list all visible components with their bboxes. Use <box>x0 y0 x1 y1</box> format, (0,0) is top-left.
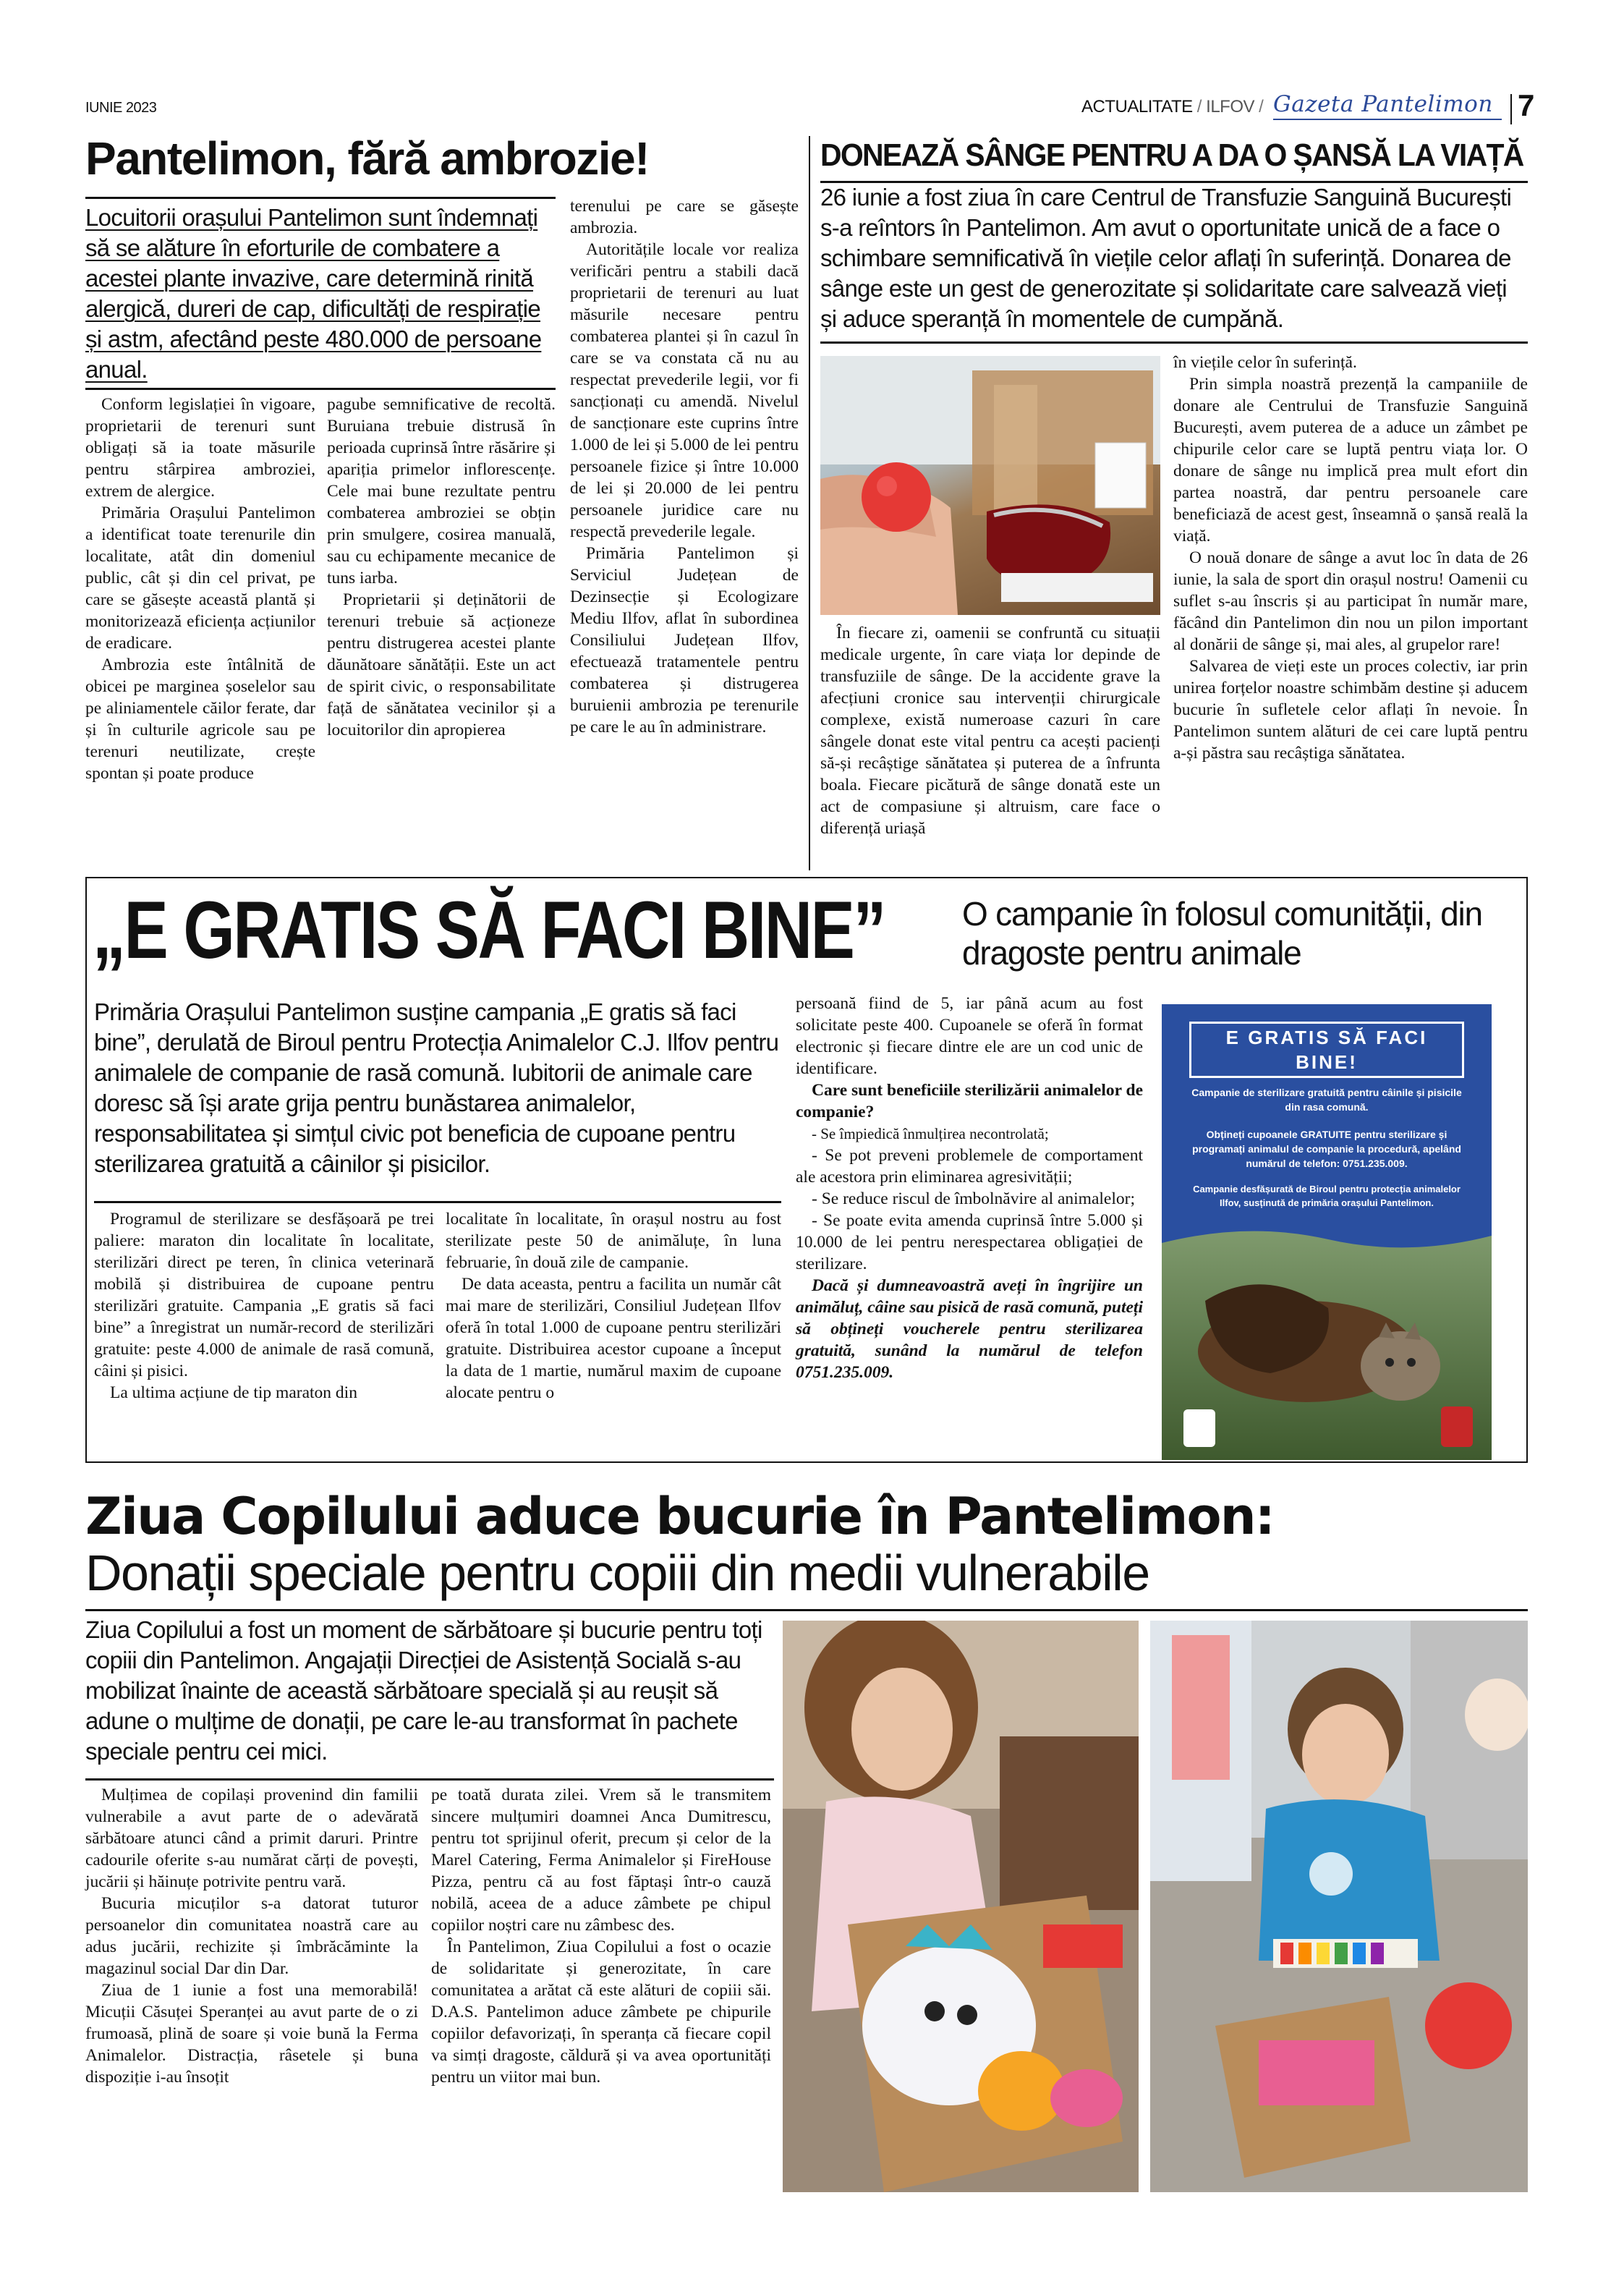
paragraph: pe toată durata zilei. Vrem să le transmitem sincere mulțumiri doamnei Anca Dumitrescu, pentru tot sprijinul oferit, precum și celor de la Marel Catering, Ferma Animalelor și FireHouse Pizza, pentru că au fost făptași într-o cauză nobilă, aceea de a aduce zâmbete pe chipul copiilor noștri care nu zâmbesc des. <box>431 1786 771 1935</box>
dog-and-kitten-illustration <box>1162 1221 1492 1460</box>
benefit-item: - Se poate evita amenda cuprinsă între 5.000 și 10.000 de lei pentru nerespectarea obligației de sterilizare. <box>796 1211 1143 1273</box>
benefit-item: - Se reduce riscul de îmbolnăvire al animalelor; <box>812 1189 1135 1208</box>
poster-line-3: Campanie desfășurată de Biroul pentru protecția animalelor Ilfov, susținută de primăria orașului Pantelimon. <box>1193 1184 1461 1208</box>
paragraph: persoană fiind de 5, iar până acum au fost solicitate peste 400. Cupoanele se oferă în format electronic și fiecare dintre ele are un cod unic de identificare. <box>796 994 1143 1078</box>
children-photo-2 <box>1150 1621 1528 2192</box>
paragraph: Bucuria micuților s-a datorat tuturor persoanelor din comunitatea noastră care au adus jucării, rechizite și îmbrăcăminte la magazinul social Dar din Dar. <box>85 1894 418 1978</box>
article1-column-1 <box>85 394 315 784</box>
pantelimon-crest-icon <box>1183 1409 1215 1447</box>
paragraph: În fiecare zi, oamenii se confruntă cu situații medicale urgente, în care viața lor depinde de transfuziile de sânge. De la accidente grave la afecțiuni cronice sau intervenții chirurgicale complexe, există numeroase cazuri în care sângele donat este vital pentru ca acești pacienți să-și recâștige sănătatea și puterea de a înfrunta boala. Fiecare picătură de sânge donată este un act de compasiune și altruism, care face o diferență uriașă <box>820 624 1160 838</box>
article2-column-1 <box>820 622 1160 839</box>
paragraph: De data aceasta, pentru a facilita un număr cât mai mare de sterilizări, Consiliul Județean Ilfov oferă în total 1.000 de cupoane pentru sterilizări gratuite. Distribuirea acestor cupoane a început la data de 1 martie, numărul maxim de cupoane alocate pentru o <box>446 1275 781 1402</box>
article3-title: „E GRATIS SĂ FACI BINE” <box>93 885 885 975</box>
blood-donation-photo <box>820 356 1160 615</box>
paragraph: Salvarea de vieți este un proces colectiv, iar prin unirea forțelor noastre schimbăm destine și aducem bucurie în sufletele celor aflați în nevoie. În Pantelimon suntem alături de cei care luptă pentru a-și păstra sau recâștiga sănătatea. <box>1173 657 1528 763</box>
paragraph: Conform legislației în vigoare, proprietarii de terenuri sunt obligați să ia toate măsurile pentru stârpirea ambroziei, extrem de alergice. <box>85 395 315 501</box>
article3-column-3 <box>796 993 1143 1383</box>
section-label: ACTUALITATE / ILFOV / <box>1081 97 1264 116</box>
benefit-item: - Se împiedică înmulțirea necontrolată; <box>812 1125 1049 1142</box>
article1-column-3 <box>570 195 799 738</box>
article1-title-rule <box>85 197 556 199</box>
benefits-question: Care sunt beneficiile sterilizării animalelor de companie? <box>796 1081 1143 1121</box>
article1-title: Pantelimon, fără ambrozie! <box>85 132 649 184</box>
poster-line-2: Obțineți cupoanele GRATUITE pentru sterilizare și programați animalul de companie la procedură, apelând numărul de telefon: 0751.235.009. <box>1192 1129 1461 1169</box>
article3-subtitle: O campanie în folosul comunității, din dragoste pentru animale <box>962 895 1482 972</box>
boy-with-xylophone-illustration <box>1150 1621 1528 2192</box>
header-divider <box>1510 94 1512 124</box>
paragraph: Primăria Orașului Pantelimon a identificat toate terenurile din localitate, atât din domeniul public, cât și din cel privat, pe care se găsește această plantă și monitorizează eficiența acțiunilor de eradicare. <box>85 504 315 653</box>
paragraph: Prin simpla noastră prezență la campaniile de donare ale Centrului de Transfuzie Sanguină București, avem puterea de a aduce un zâmbet pe chipurile celor care se luptă pentru viața lor. O donare de sânge nu implică prea mult efort din partea noastră, dar pentru persoanele care beneficiază de acest gest, înseamnă o șansă reală la viață. <box>1173 375 1528 546</box>
article4-column-2 <box>431 1784 771 2088</box>
article2-lead: 26 iunie a fost ziua în care Centrul de Transfuzie Sanguină București s-a reîntors în Pantelimon. Am avut o oportunitate unică de a face o schimbare semnificativă în viețile celor aflați în suferință. Donarea de sânge este un gest de generozitate și solidaritate care salvează vieți și aduce speranță în momentele de cumpănă. <box>820 184 1512 332</box>
children-photo-1 <box>783 1621 1139 2192</box>
article3-lead: Primăria Orașului Pantelimon susține campania „E gratis să faci bine”, derulată de Biroul pentru Protecția Animalelor C.J. Ilfov pentru animalele de companie de rasă comună. Iubitorii de animale care doresc să își arate grija pentru bunăstarea animalelor, responsabilitatea și simțul civic pot beneficia de cupoane pentru sterilizarea gratuită a câinilor și pisicilor. <box>94 998 779 1177</box>
paragraph: La ultima acțiune de tip maraton din <box>110 1383 357 1402</box>
article4-lead-rule <box>85 1778 774 1781</box>
paragraph: în viețile celor în suferință. <box>1173 353 1357 372</box>
article-divider <box>809 136 810 870</box>
article4-title-line2: Donații speciale pentru copiii din medii vulnerabile <box>85 1545 1149 1601</box>
paragraph: Mulțimea de copilași provenind din familii vulnerabile a avut parte de o adevărată sărbătoare atunci când a primit daruri. Printre cadourile oferite s-au numărat cărți de povești, jucării și hăinuțe potrivite pentru vară. <box>85 1786 418 1891</box>
paragraph: Ambrozia este întâlnită de obicei pe marginea șoselelor sau pe aliniamentele căilor ferate, dar și în culturile agricole sau pe terenuri neutilizate, crește spontan și poate produce <box>85 655 315 783</box>
article2-lead-rule <box>820 341 1528 344</box>
article4-title-line1: Ziua Copilului aduce bucurie în Pantelimon: <box>85 1487 1275 1546</box>
article2-title: DONEAZĂ SÂNGE PENTRU A DA O ȘANSĂ LA VIAȚĂ <box>820 137 1523 173</box>
article3-column-2 <box>446 1208 781 1404</box>
paragraph: O nouă donare de sânge a avut loc în data de 26 iunie, la sala de sport din orașul nostru! Oamenii cu suflet s-au înscris și au participat în număr mare, făcând din Pantelimon din nou un pilon important al donării de sânge și, mai ales, al grupelor rare! <box>1173 548 1528 654</box>
issue-date: IUNIE 2023 <box>85 100 157 116</box>
article1-lead: Locuitorii orașului Pantelimon sunt îndemnați să se alăture în eforturile de combatere a acestei plante invazive, care determină rinită alergică, dureri de cap, dificultăți de respirație și astm, afectând peste 480.000 de persoane anual. <box>85 204 542 383</box>
paragraph: În Pantelimon, Ziua Copilului a fost o ocazie de solidaritate și generozitate, în care comunitatea a arătat că este alături de copiii săi. D.A.S. Pantelimon aduce zâmbete pe chipurile copiilor defavorizați, în speranța că fiecare copil va simți dragoste, căldură și va avea oportunități pentru un viitor mai bun. <box>431 1938 771 2087</box>
masthead-logo: Gazeta Pantelimon <box>1273 91 1493 117</box>
poster-line-1: Campanie de sterilizare gratuită pentru câinile și pisicile din rasa comună. <box>1191 1087 1462 1113</box>
paragraph: Proprietarii și deținătorii de terenuri trebuie să acționeze pentru distrugerea acestei plante dăunătoare sănătății. Este un act de spirit civic, o responsabilitate față de sănătatea vecinilor și a locuitorilor din apropierea <box>327 590 556 739</box>
article3-column-1 <box>94 1208 434 1404</box>
article1-column-2 <box>327 394 556 741</box>
poster-title: E GRATIS SĂ FACI BINE! <box>1189 1022 1464 1078</box>
paragraph: Programul de sterilizare se desfășoară pe trei paliere: maraton din localitate în localitate, sterilizări direct pe teren, în clinica veterinară mobilă și distribuirea de cupoane pentru sterilizări gratuite. Campania „E gratis să faci bine” a înregistrat un număr-record de sterilizări gratuite: peste 4.000 de animale de rasă comună, câini și pisici. <box>94 1210 434 1380</box>
paragraph: Ziua de 1 iunie a fost una memorabilă! Micuții Căsuței Speranței au avut parte de o zi frumoasă, plină de soare și voie bună la Ferma Animalelor. Distracția, râsetele și buna dispoziție i-au însoțit <box>85 1981 418 2087</box>
closing-call: Dacă și dumneavoastră aveți în îngrijire un animăluț, câine sau pisică de rasă comună, puteți să obțineți voucherele pentru sterilizarea gratuită, sunând la numărul de telefon 0751.235.009. <box>796 1276 1143 1382</box>
article4-lead: Ziua Copilului a fost un moment de sărbătoare și bucurie pentru toți copiii din Pantelimon. Angajații Direcției de Asistență Socială s-au mobilizat înainte de această sărbătoare specială și au reușit să adune o mulțime de donații, pe care le-au transformat în pachete speciale pentru cei mici. <box>85 1616 762 1765</box>
paragraph: Autoritățile locale vor realiza verificări pentru a stabili dacă proprietarii de terenuri au luat măsurile necesare pentru combaterea plantei și în cazul în care se va constata că nu au respectat prevederile legii, vor fi sancționați cu amendă. Nivelul de sancționare este cuprins între 1.000 de lei și 5.000 de lei pentru persoanele fizice și între 10.000 de lei și 20.000 de lei pentru persoanele juridice care nu respectă prevederile legale. <box>570 240 799 541</box>
masthead-underline <box>1273 119 1502 120</box>
paragraph: terenului pe care se găsește ambrozia. <box>570 197 799 237</box>
article2-column-2 <box>1173 352 1528 764</box>
page-number: 7 <box>1518 88 1535 122</box>
blood-donation-illustration <box>820 356 1160 615</box>
paragraph: pagube semnificative de recoltă. Buruiana trebuie distrusă în perioada cuprinsă între răsărire și apariția primelor inflorescențe. Cele mai bune rezultate pentru combaterea ambroziei se obțin prin smulgere, cosirea manuală, sau cu echipamente mecanice de tuns iarba. <box>327 395 556 587</box>
article1-lead-rule <box>85 388 556 390</box>
article3-lead-rule <box>94 1201 781 1203</box>
paragraph: localitate în localitate, în orașul nostru au fost sterilizate peste 50 de animăluțe, în luna februarie, în două zile de campanie. <box>446 1210 781 1272</box>
campaign-poster <box>1162 1004 1492 1460</box>
ilfov-crest-icon <box>1441 1406 1473 1447</box>
paragraph: Primăria Pantelimon și Serviciul Județean de Dezinsecție și Ecologizare Mediu Ilfov, aflat în subordinea Consiliului Județean Ilfov, efectuează tratamentele pentru combaterea și distrugerea buruienii ambrozia pe terenurile pe care le au în administrare. <box>570 544 799 737</box>
article4-column-1 <box>85 1784 418 2088</box>
article4-title-rule <box>85 1609 1528 1611</box>
benefit-item: - Se pot preveni problemele de comportament ale acestora prin eliminarea agresivității; <box>796 1146 1143 1187</box>
girl-with-toys-illustration <box>783 1621 1139 2192</box>
